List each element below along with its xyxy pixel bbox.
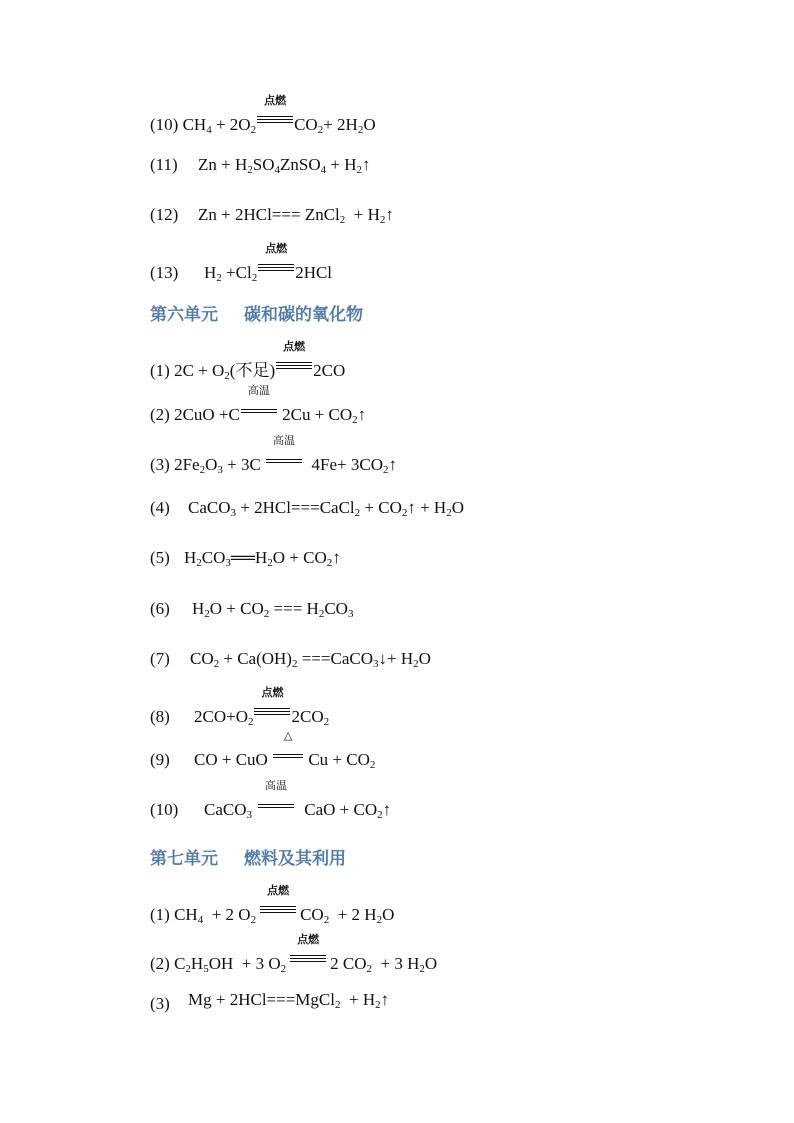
equation-u6-3: (3) $2Fe_2O_3 + 3C$ 高温 $4Fe+ 3CO_2↑$ (150, 434, 397, 476)
equation-u7-2: (2) $C_2H_5OH + 3$ $O_2$ 点燃 2 $CO_2 + 3$ $H_2O$ (150, 933, 438, 975)
reaction-condition-ignite: 点燃 (276, 356, 312, 376)
equation-u6-10: (10) CaCO$_3$ 高温 CaO + $CO_2↑$ (150, 779, 392, 821)
equation-u6-8: (8) $2CO+O_2$ 点燃 $2CO_2$ (150, 686, 330, 728)
reaction-condition-ignite: 点燃 (254, 702, 290, 722)
reaction-condition-high-temp: 高温 (241, 400, 277, 420)
equation-u6-2: (2) 2CuO +C 高温 $2Cu + CO_2↑$ (150, 384, 367, 426)
reaction-condition-ignite: 点燃 (258, 258, 294, 278)
reaction-condition-high-temp: 高温 (258, 795, 294, 815)
equation-u6-4: (4) CaCO$_3$ + 2HCl===CaCl$_2$ + $CO_2↑ + H_2O$ (150, 498, 464, 519)
equation-10-methane-combustion: (10) $CH_4 + 2O_2$ 点燃 $CO_2+ 2H_2O$ (150, 94, 376, 136)
equation-12-zinc-hydrochloric-acid: (12) Zn + 2HCl=== ZnCl$_2$ + $H_2↑$ (150, 205, 394, 226)
equation-u6-5: (5) $H_2CO_3══H_2O$ + $CO_2↑$ (150, 548, 341, 569)
reaction-condition-high-temp: 高温 (266, 450, 302, 470)
equation-u7-1: (1) $CH_4 + 2$ $O_2$ 点燃 $CO_2 + 2$ $H_2O$ (150, 884, 395, 926)
equation-13-hydrogen-chlorine: (13) $H_2 +Cl_2$ 点燃 2HCl (150, 242, 333, 284)
equation-u6-7: (7) $CO_2 + Ca(OH)_2$ ===CaCO$_3$↓+ $H_2O$ (150, 649, 431, 670)
equation-11-zinc-sulfuric-acid: (11) $Zn + H_2SO_4ZnSO_4$ + $H_2↑$ (150, 155, 371, 176)
equation-u6-9: (9) CO + CuO △ $Cu + CO_2$ (150, 729, 376, 771)
section-heading-unit-7: 第七单元 燃料及其利用 (150, 849, 346, 869)
reaction-condition-ignite: 点燃 (257, 110, 293, 130)
equation-u6-1: (1) $2C + O_2$(不足) 点燃 2CO (150, 340, 346, 382)
reaction-condition-ignite: 点燃 (260, 900, 296, 920)
section-heading-unit-6: 第六单元 碳和碳的氧化物 (150, 305, 363, 325)
reaction-condition-heat: △ (273, 745, 303, 765)
reaction-condition-ignite: 点燃 (290, 949, 326, 969)
equation-u6-6: (6) $H_2O + CO_2$ === $H_2CO_3$ (150, 599, 354, 620)
equation-u7-3: (3) Mg + 2HCl===MgCl$_2$ + $H_2↑$ (150, 990, 390, 1013)
